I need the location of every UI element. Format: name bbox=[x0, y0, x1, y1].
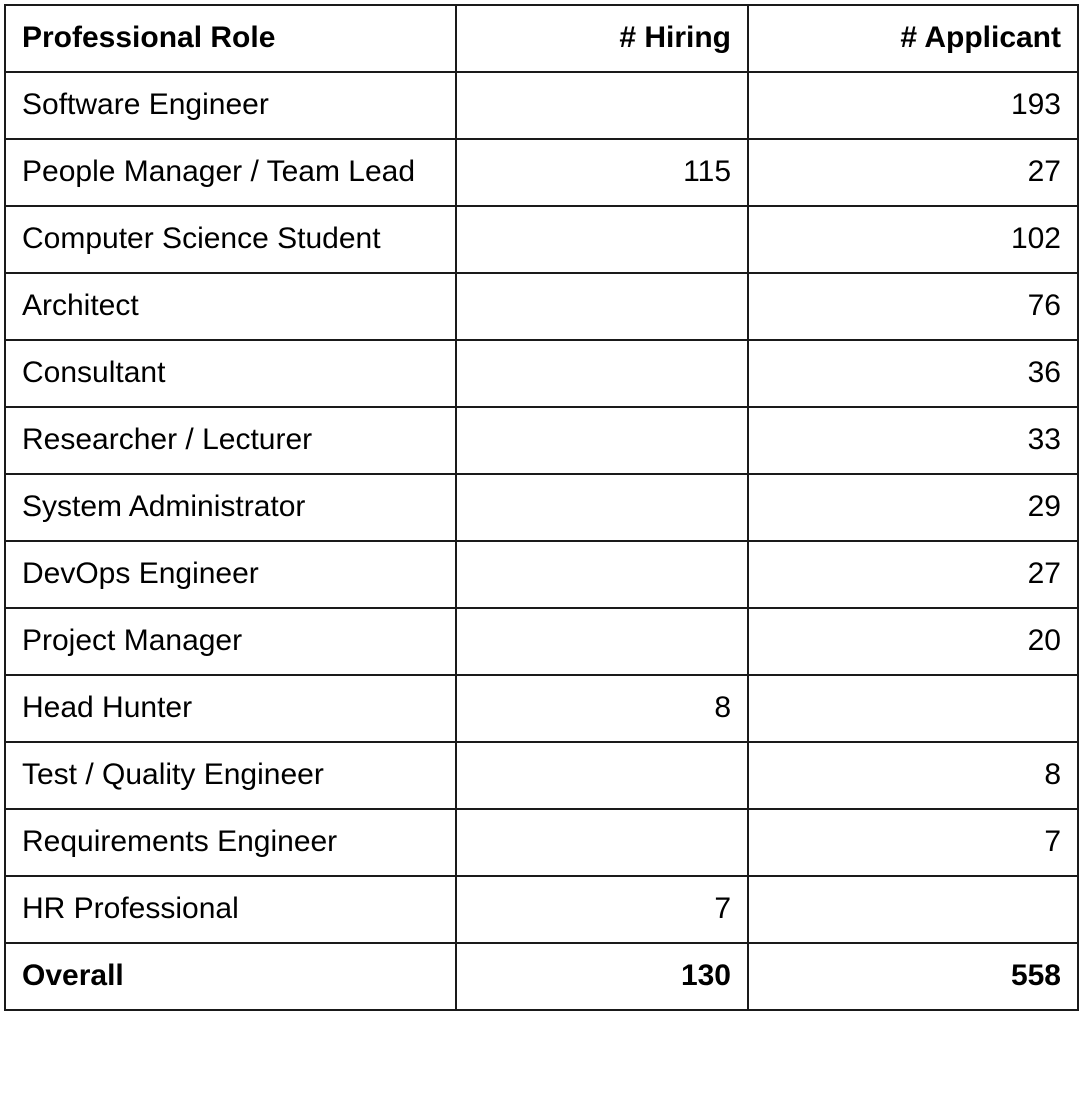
hiring-cell bbox=[456, 608, 748, 675]
hiring-cell: 8 bbox=[456, 675, 748, 742]
role-cell: Software Engineer bbox=[5, 72, 456, 139]
role-cell: System Administrator bbox=[5, 474, 456, 541]
role-cell: People Manager / Team Lead bbox=[5, 139, 456, 206]
applicant-cell: 33 bbox=[748, 407, 1078, 474]
applicant-cell: 27 bbox=[748, 139, 1078, 206]
table-row bbox=[5, 273, 1078, 340]
header-applicant: # Applicant bbox=[748, 5, 1078, 72]
table-row bbox=[5, 541, 1078, 608]
role-cell: Overall bbox=[5, 943, 456, 1010]
role-cell: Head Hunter bbox=[5, 675, 456, 742]
applicant-cell: 102 bbox=[748, 206, 1078, 273]
applicant-cell: 29 bbox=[748, 474, 1078, 541]
hiring-cell bbox=[456, 809, 748, 876]
applicant-cell: 36 bbox=[748, 340, 1078, 407]
role-cell: HR Professional bbox=[5, 876, 456, 943]
hiring-cell bbox=[456, 742, 748, 809]
table-row bbox=[5, 809, 1078, 876]
table-row bbox=[5, 72, 1078, 139]
header-role: Professional Role bbox=[5, 5, 456, 72]
role-cell: Architect bbox=[5, 273, 456, 340]
role-cell: Computer Science Student bbox=[5, 206, 456, 273]
applicant-cell: 27 bbox=[748, 541, 1078, 608]
hiring-cell bbox=[456, 273, 748, 340]
applicant-cell: 193 bbox=[748, 72, 1078, 139]
header-row bbox=[5, 5, 1078, 72]
table-row bbox=[5, 474, 1078, 541]
hiring-cell bbox=[456, 340, 748, 407]
role-cell: DevOps Engineer bbox=[5, 541, 456, 608]
hiring-cell bbox=[456, 474, 748, 541]
applicant-cell: 7 bbox=[748, 809, 1078, 876]
applicant-cell: 76 bbox=[748, 273, 1078, 340]
table-row bbox=[5, 608, 1078, 675]
role-cell: Requirements Engineer bbox=[5, 809, 456, 876]
applicant-cell bbox=[748, 876, 1078, 943]
role-cell: Consultant bbox=[5, 340, 456, 407]
hiring-cell bbox=[456, 206, 748, 273]
role-cell: Project Manager bbox=[5, 608, 456, 675]
header-hiring: # Hiring bbox=[456, 5, 748, 72]
table-row bbox=[5, 742, 1078, 809]
table-row bbox=[5, 139, 1078, 206]
roles-table bbox=[4, 4, 1079, 1011]
table-row bbox=[5, 206, 1078, 273]
role-cell: Researcher / Lecturer bbox=[5, 407, 456, 474]
hiring-cell: 7 bbox=[456, 876, 748, 943]
hiring-cell bbox=[456, 407, 748, 474]
table-row bbox=[5, 675, 1078, 742]
role-cell: Test / Quality Engineer bbox=[5, 742, 456, 809]
applicant-cell: 558 bbox=[748, 943, 1078, 1010]
hiring-cell: 115 bbox=[456, 139, 748, 206]
hiring-cell bbox=[456, 541, 748, 608]
applicant-cell: 8 bbox=[748, 742, 1078, 809]
hiring-cell bbox=[456, 72, 748, 139]
table-row bbox=[5, 340, 1078, 407]
table-row bbox=[5, 876, 1078, 943]
applicant-cell: 20 bbox=[748, 608, 1078, 675]
hiring-cell: 130 bbox=[456, 943, 748, 1010]
total-row bbox=[5, 943, 1078, 1010]
applicant-cell bbox=[748, 675, 1078, 742]
table-row bbox=[5, 407, 1078, 474]
